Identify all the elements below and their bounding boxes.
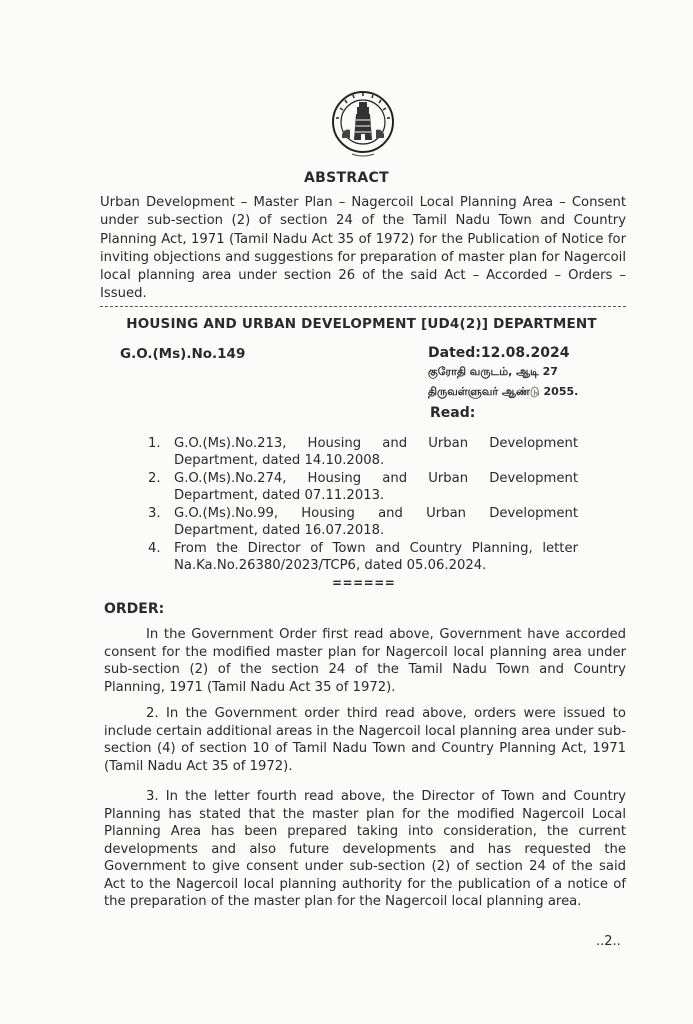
- reference-line: G.O.(Ms).No.274, Housing and Urban Development: [174, 471, 578, 486]
- read-label: Read:: [430, 405, 476, 421]
- reference-number: 1.: [148, 436, 161, 451]
- go-date: Dated:12.08.2024: [428, 345, 570, 361]
- reference-line: From the Director of Town and Country Planning, letter: [174, 541, 578, 556]
- reference-line: Department, dated 14.10.2008.: [174, 453, 385, 468]
- reference-line: G.O.(Ms).No.99, Housing and Urban Development: [174, 506, 578, 521]
- abstract-title: ABSTRACT: [304, 170, 389, 186]
- references-list: [148, 435, 578, 575]
- reference-item: [148, 435, 578, 469]
- dashed-divider: [100, 306, 626, 307]
- tamil-date-line: குரோதி வருடம், ஆடி 27: [428, 365, 558, 378]
- reference-number: 3.: [148, 506, 161, 521]
- reference-number: 4.: [148, 541, 161, 556]
- tamil-nadu-emblem-icon: [330, 88, 396, 160]
- reference-line: Na.Ka.No.26380/2023/TCP6, dated 05.06.2024.: [174, 558, 487, 573]
- reference-item: [148, 470, 578, 504]
- abstract-body: Urban Development – Master Plan – Nagercoil Local Planning Area – Consent under sub-section (2) of section 24 of the Tamil Nadu Town and Country Planning Act, 1971 (Tamil Nadu Act 35 of 1972) for the Publication of Notice for inviting objections and suggestions for preparation of master plan for Nagercoil local planning area under section 26 of the said Act – Accorded – Orders – Issued.: [100, 195, 626, 302]
- go-number: G.O.(Ms).No.149: [120, 346, 246, 362]
- reference-item: [148, 540, 578, 574]
- order-paragraph: 3. In the letter fourth read above, the Director of Town and Country Planning has stated that the master plan for the modified Nagercoil Local Planning Area has been prepared taking into consideration, the current developments and also future developments and has requested the Government to give consent under sub-section (2) of section 24 of the said Act to the Nagercoil local planning authority for the publication of a notice of the preparation of the master plan for the Nagercoil local planning area.: [104, 789, 626, 909]
- department-title: HOUSING AND URBAN DEVELOPMENT [UD4(2)] DEPARTMENT: [126, 316, 597, 332]
- order-heading: ORDER:: [104, 601, 165, 617]
- order-paragraph: 2. In the Government order third read above, orders were issued to include certain additional areas in the Nagercoil local planning area under sub-section (4) of section 10 of Tamil Nadu Town and Country Planning Act, 1971 (Tamil Nadu Act 35 of 1972).: [104, 706, 626, 774]
- reference-number: 2.: [148, 471, 161, 486]
- section-separator: ======: [332, 576, 396, 590]
- page-continuation: ..2..: [596, 934, 621, 949]
- reference-item: [148, 505, 578, 539]
- tamil-year-line: திருவள்ளுவர் ஆண்டு 2055.: [428, 385, 579, 398]
- order-paragraph: In the Government Order first read above, Government have accorded consent for the modified master plan for Nagercoil local planning area under sub-section (2) of the section 24 of the Tamil Nadu Town and Country Planning, 1971 (Tamil Nadu Act 35 of 1972).: [104, 627, 626, 695]
- reference-line: G.O.(Ms).No.213, Housing and Urban Development: [174, 436, 578, 451]
- reference-line: Department, dated 07.11.2013.: [174, 488, 385, 503]
- reference-line: Department, dated 16.07.2018.: [174, 523, 385, 538]
